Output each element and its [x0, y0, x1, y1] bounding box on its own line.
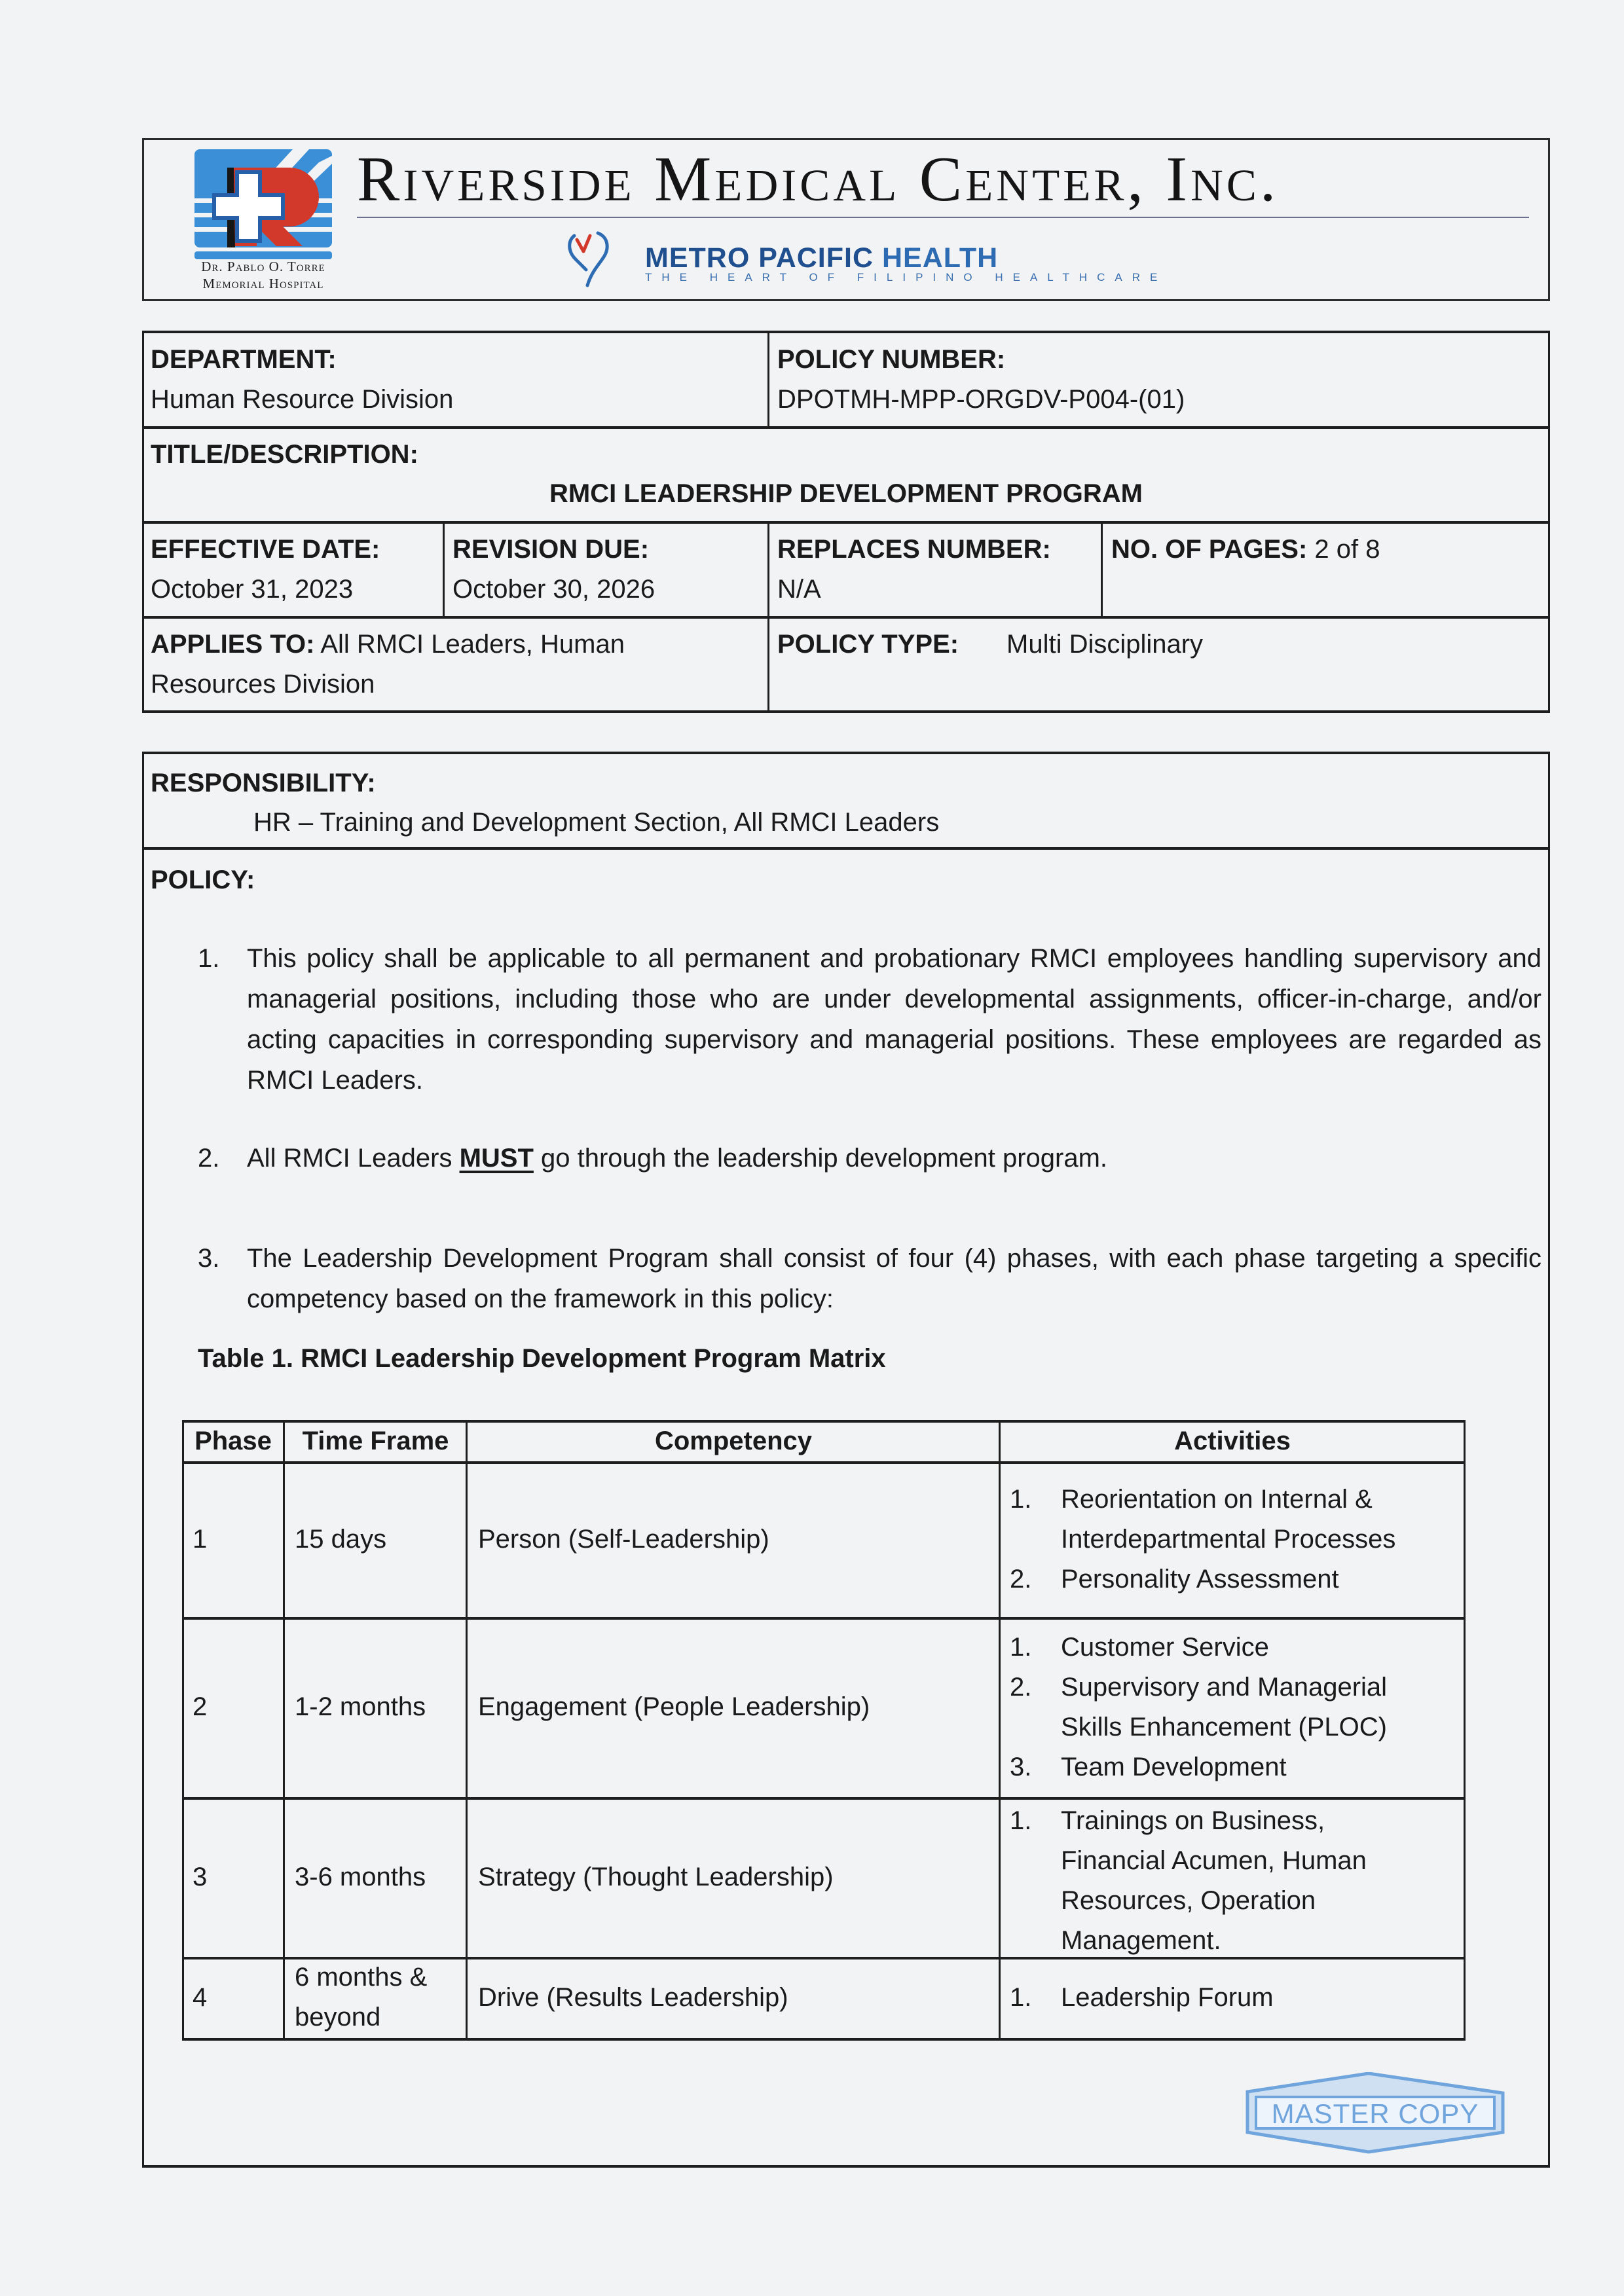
organization-name: Riverside Medical Center, Inc. [357, 144, 1280, 215]
column-divider [443, 522, 445, 617]
revision-due-label: REVISION DUE: [452, 535, 650, 564]
competency-cell: Drive (Results Leadership) [478, 1982, 788, 2012]
phase-cell: 1 [193, 1524, 208, 1554]
activity-item: Supervisory and Managerial [1061, 1672, 1388, 1702]
must-emphasis: MUST [459, 1144, 534, 1173]
activity-item: Customer Service [1061, 1632, 1269, 1662]
header-time-frame: Time Frame [302, 1427, 449, 1455]
activity-number: 1. [1010, 1632, 1032, 1662]
development-matrix-table [182, 1420, 1466, 2041]
row-divider [182, 1461, 1466, 1464]
hospital-caption-line1: Dr. Pablo O. Torre [201, 259, 325, 274]
row-divider [182, 1797, 1466, 1800]
activity-item: Skills Enhancement (PLOC) [1061, 1712, 1387, 1741]
row-divider [142, 521, 1550, 524]
policy-label: POLICY: [151, 866, 255, 894]
policy-item-2-text: go through the leadership development program. [533, 1144, 1108, 1173]
header-activities: Activities [1174, 1427, 1291, 1455]
policy-type-label: POLICY TYPE: [777, 630, 959, 659]
row-divider [142, 616, 1550, 619]
replaces-number-label: REPLACES NUMBER: [777, 535, 1051, 564]
activity-number: 1. [1010, 1806, 1032, 1835]
column-divider [999, 1420, 1001, 2041]
responsibility-value: HR – Training and Development Section, All RMCI Leaders [253, 808, 940, 837]
activity-number: 2. [1010, 1564, 1032, 1594]
column-divider [767, 522, 769, 713]
phase-cell: 3 [193, 1862, 208, 1891]
effective-date-label: EFFECTIVE DATE: [151, 535, 380, 564]
hospital-caption [172, 258, 355, 292]
policy-type-value: Multi Disciplinary [1006, 630, 1204, 659]
table-border [182, 2038, 1466, 2041]
partner-tagline: THE HEART OF FILIPINO HEALTHCARE [645, 271, 1168, 283]
section-divider [142, 847, 1550, 850]
title-label: TITLE/DESCRIPTION: [151, 440, 418, 469]
activity-item: Personality Assessment [1061, 1564, 1339, 1594]
table-border [1464, 1420, 1466, 2041]
table-border [182, 1420, 184, 2041]
activity-number: 1. [1010, 1982, 1032, 2012]
competency-cell: Strategy (Thought Leadership) [478, 1862, 834, 1891]
activity-item: Resources, Operation [1061, 1886, 1316, 1915]
box-border [1548, 752, 1550, 2168]
activity-item: Leadership Forum [1061, 1982, 1274, 2012]
hospital-logo-icon [194, 149, 332, 261]
policy-item-1: This policy shall be applicable to all permanent and probationary RMCI employees handling supervisory and managerial positions, including those who are under developmental assignments, officer-in-charge, and/or acting capacities in corresponding supervisory and managerial positions. These employees are regarded as RMCI Leaders. [247, 944, 1541, 1095]
applies-to-field [151, 624, 625, 665]
competency-cell: Engagement (People Leadership) [478, 1692, 870, 1721]
activity-number: 3. [1010, 1752, 1032, 1781]
policy-number-label: POLICY NUMBER: [777, 345, 1006, 374]
competency-cell: Person (Self-Leadership) [478, 1524, 769, 1554]
time-frame-cell: 15 days [295, 1524, 387, 1554]
department-label: DEPARTMENT: [151, 345, 337, 374]
effective-date-value: October 31, 2023 [151, 575, 354, 604]
time-frame-cell: 6 months & [295, 1963, 428, 1992]
policy-item-number: 2. [198, 1144, 220, 1173]
policy-info-table [142, 331, 1550, 713]
activity-item: Reorientation on Internal & [1061, 1484, 1373, 1514]
policy-title: RMCI LEADERSHIP DEVELOPMENT PROGRAM [549, 479, 1143, 508]
box-border [142, 752, 1550, 754]
row-divider [142, 426, 1550, 429]
applies-to-value-line2: Resources Division [151, 670, 375, 699]
partner-name [645, 242, 998, 274]
column-divider [283, 1420, 285, 2041]
table-border [142, 710, 1550, 713]
activity-number: 2. [1010, 1672, 1032, 1702]
box-border [142, 752, 144, 2168]
replaces-number-value: N/A [777, 575, 821, 604]
activity-item: Team Development [1061, 1752, 1287, 1781]
policy-item-number: 1. [198, 944, 220, 973]
pages-field [1111, 529, 1380, 570]
department-value: Human Resource Division [151, 385, 454, 414]
table-border [142, 331, 1550, 333]
hospital-caption-line2: Memorial Hospital [202, 276, 324, 291]
header-competency: Competency [654, 1427, 813, 1455]
time-frame-cell: beyond [295, 2003, 381, 2032]
policy-item-2-text: All RMCI Leaders [247, 1144, 460, 1173]
column-divider [466, 1420, 468, 2041]
header-phase: Phase [194, 1427, 272, 1455]
column-divider [1101, 522, 1103, 617]
row-divider [182, 1617, 1466, 1620]
header-divider [357, 217, 1529, 218]
policy-item-number: 3. [198, 1244, 220, 1273]
policy-item-2 [247, 1138, 1541, 1178]
activity-item: Trainings on Business, [1061, 1806, 1325, 1835]
activity-item: Financial Acumen, Human [1061, 1846, 1367, 1875]
applies-to-label: APPLIES TO: [151, 630, 315, 659]
activity-item: Interdepartmental Processes [1061, 1524, 1396, 1554]
phase-cell: 2 [193, 1692, 208, 1721]
pages-label: NO. OF PAGES: [1111, 535, 1308, 564]
responsibility-label: RESPONSIBILITY: [151, 769, 376, 797]
time-frame-cell: 1-2 months [295, 1692, 426, 1721]
pages-value: 2 of 8 [1314, 535, 1380, 564]
phase-cell: 4 [193, 1982, 208, 2012]
master-copy-stamp-text: MASTER COPY [1271, 2098, 1479, 2129]
activity-item: Management. [1061, 1926, 1221, 1955]
applies-to-value-line1: All RMCI Leaders, Human [320, 630, 625, 659]
partner-name-part2: HEALTH [881, 242, 999, 274]
box-border [142, 2165, 1550, 2168]
time-frame-cell: 3-6 months [295, 1862, 426, 1891]
column-divider [767, 331, 769, 428]
heart-logo-icon [566, 229, 612, 288]
policy-item-3: The Leadership Development Program shall consist of four (4) phases, with each phase targeting a specific competency based on the framework in this policy: [247, 1244, 1541, 1313]
policy-number-value: DPOTMH-MPP-ORGDV-P004-(01) [777, 385, 1185, 414]
revision-due-value: October 30, 2026 [452, 575, 655, 604]
activity-number: 1. [1010, 1484, 1032, 1514]
partner-name-part1: METRO PACIFIC [645, 242, 874, 274]
matrix-caption: Table 1. RMCI Leadership Development Program Matrix [198, 1344, 886, 1373]
